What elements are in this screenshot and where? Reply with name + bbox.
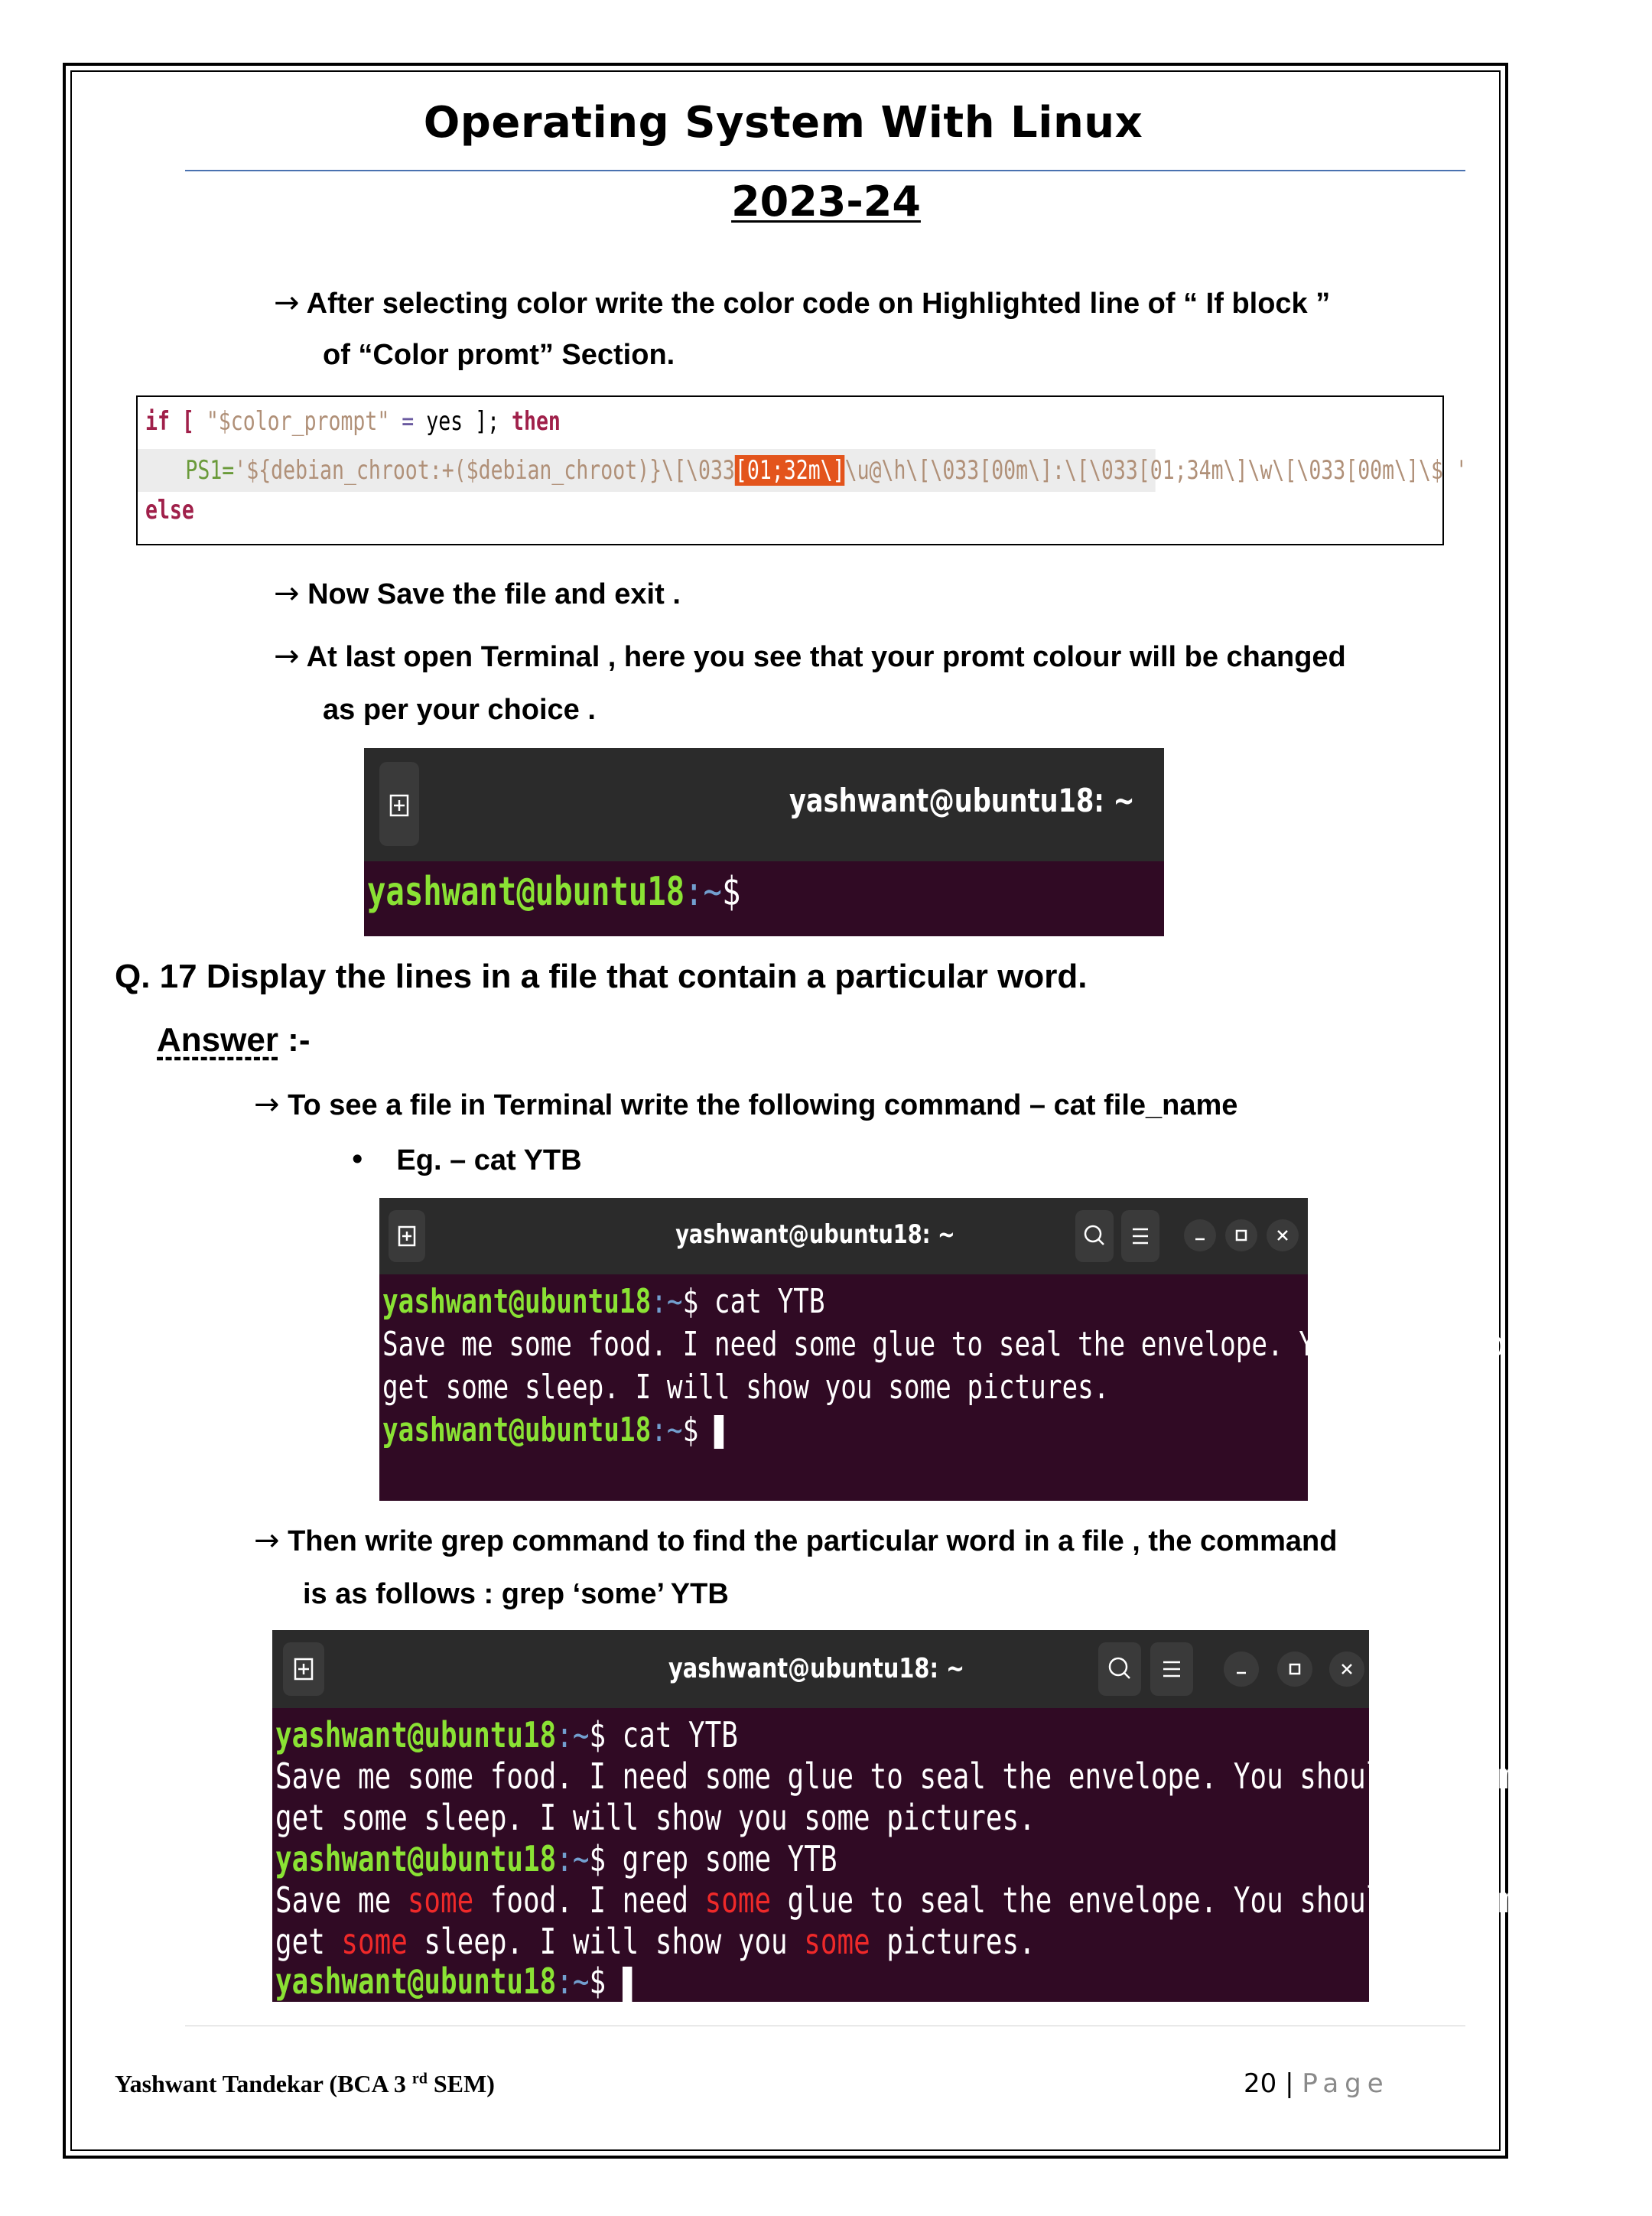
menu-button[interactable] xyxy=(1150,1642,1193,1696)
arrow-icon: → xyxy=(254,1523,280,1558)
terminal-output-line-1: Save me some food. I need some glue to seal the envelope. You should go home and xyxy=(382,1325,1647,1364)
grep-match: some xyxy=(804,1921,870,1962)
step-text: Then write grep command to find the particular word in a file , the command xyxy=(288,1525,1338,1557)
minimize-button[interactable] xyxy=(1224,1651,1259,1687)
prompt-path: :~ xyxy=(685,869,722,915)
terminal-cursor xyxy=(714,1415,724,1449)
prompt-user: yashwant@ubuntu18 xyxy=(275,1714,557,1756)
grep-text: get xyxy=(275,1921,342,1962)
grep-match: some xyxy=(341,1921,408,1962)
step-text: At last open Terminal , here you see that your promt colour will be changed xyxy=(306,641,1346,673)
step-text: Now Save the file and exit . xyxy=(307,578,681,610)
prompt-symbol: $ xyxy=(721,869,741,915)
step-select-color xyxy=(274,285,1330,322)
arrow-icon: → xyxy=(254,1087,280,1122)
search-icon xyxy=(1098,1642,1141,1696)
menu-button[interactable] xyxy=(1121,1210,1159,1262)
close-button[interactable] xyxy=(1267,1219,1299,1251)
search-button[interactable] xyxy=(1075,1210,1114,1262)
step-open-terminal xyxy=(274,638,1346,675)
terminal-line-cat xyxy=(275,1714,738,1756)
page-number xyxy=(1244,2068,1390,2099)
grep-output-line-1 xyxy=(275,1879,1597,1921)
prompt-path: :~ xyxy=(651,1411,683,1450)
document-title: Operating System With Linux xyxy=(423,98,1143,148)
new-tab-icon xyxy=(389,1210,425,1262)
close-icon xyxy=(1267,1219,1299,1251)
close-button[interactable] xyxy=(1329,1651,1364,1687)
prompt-user: yashwant@ubuntu18 xyxy=(275,1838,557,1879)
code-snippet xyxy=(136,395,1468,545)
terminal-titlebar xyxy=(364,748,1164,861)
terminal-title: yashwant@ubuntu18: ~ xyxy=(668,1653,965,1684)
footer-author xyxy=(115,2070,495,2098)
terminal-titlebar xyxy=(272,1630,1369,1708)
new-tab-button[interactable] xyxy=(283,1642,324,1696)
terminal-title: yashwant@ubuntu18: ~ xyxy=(675,1219,955,1250)
maximize-button[interactable] xyxy=(1225,1219,1257,1251)
bullet-icon: • xyxy=(349,1143,366,1176)
prompt-user: yashwant@ubuntu18 xyxy=(275,1961,557,2002)
prompt-path: :~ xyxy=(556,1714,590,1756)
grep-text: glue to seal the envelope. You should go home and xyxy=(771,1879,1598,1921)
grep-match: some xyxy=(704,1879,772,1921)
code-color-highlight: [01;32m\] xyxy=(734,455,845,486)
terminal-window-cat xyxy=(379,1198,1647,1501)
prompt-path: :~ xyxy=(556,1961,590,2002)
step-cat-command xyxy=(254,1086,1237,1124)
code-line-if xyxy=(145,406,561,437)
page-word: Page xyxy=(1302,2068,1390,2099)
terminal-output-line-2: get some sleep. I will show you some pictures. xyxy=(382,1368,1110,1407)
page-separator: | xyxy=(1276,2068,1302,2099)
sem-superscript: rd xyxy=(411,2070,428,2087)
answer-heading xyxy=(157,1021,310,1059)
terminal-title: yashwant@ubuntu18: ~ xyxy=(789,782,1135,819)
terminal-line-cmd xyxy=(382,1282,825,1321)
grep-text: food. I need xyxy=(473,1879,705,1921)
author-text: Yashwant Tandekar (BCA 3 xyxy=(115,2070,412,2097)
example-text: Eg. – cat YTB xyxy=(396,1144,582,1176)
minimize-icon xyxy=(1224,1651,1259,1687)
code-keyword-else: else xyxy=(145,495,194,526)
terminal-prompt-line xyxy=(367,869,740,915)
document-year xyxy=(0,177,1652,226)
code-line-ps1-highlighted xyxy=(138,449,1468,492)
minimize-icon xyxy=(1184,1219,1216,1251)
prompt-symbol: $ xyxy=(682,1282,699,1321)
code-operator: = xyxy=(389,406,427,437)
terminal-line-grep xyxy=(275,1838,837,1879)
maximize-button[interactable] xyxy=(1277,1651,1312,1687)
code-ps1-post: \u@\h\[\033[00m\]:\[\033[01;34m\]\w\[\033[00m\]\$ ' xyxy=(844,455,1468,486)
arrow-icon: → xyxy=(274,639,300,674)
new-tab-icon xyxy=(379,762,419,846)
terminal-output-line-2: get some sleep. I will show you some pictures. xyxy=(275,1797,1036,1838)
terminal-line-prompt xyxy=(382,1411,724,1450)
arrow-icon: → xyxy=(274,576,300,611)
terminal-line-prompt xyxy=(275,1961,632,2002)
terminal-titlebar xyxy=(379,1198,1308,1274)
prompt-path: :~ xyxy=(556,1838,590,1879)
page-number-value: 20 xyxy=(1244,2068,1277,2099)
terminal-command: cat YTB xyxy=(606,1714,738,1756)
step-grep-command xyxy=(254,1522,1337,1560)
code-line-else xyxy=(145,495,194,526)
step-save-exit xyxy=(274,575,681,613)
new-tab-button[interactable] xyxy=(389,1210,425,1262)
maximize-icon xyxy=(1277,1651,1312,1687)
title-divider xyxy=(185,170,1465,171)
terminal-window-grep xyxy=(272,1630,1598,2002)
new-tab-icon xyxy=(283,1642,324,1696)
terminal-cursor xyxy=(623,1967,632,2002)
prompt-user: yashwant@ubuntu18 xyxy=(382,1411,652,1450)
question-17: Q. 17 Display the lines in a file that contain a particular word. xyxy=(115,958,1088,995)
grep-text: sleep. I will show you xyxy=(407,1921,805,1962)
search-icon xyxy=(1075,1210,1114,1262)
grep-output-line-2 xyxy=(275,1921,1036,1962)
prompt-user: yashwant@ubuntu18 xyxy=(382,1282,652,1321)
code-ps1-pre: '${debian_chroot:+($debian_chroot)}\[\033 xyxy=(234,455,735,486)
sem-text: SEM) xyxy=(427,2070,495,2097)
minimize-button[interactable] xyxy=(1184,1219,1216,1251)
step-open-terminal-cont: as per your choice . xyxy=(323,694,596,726)
hamburger-icon xyxy=(1150,1642,1193,1696)
new-tab-button[interactable] xyxy=(379,762,419,846)
step-select-color-cont: of “Color promt” Section. xyxy=(323,339,675,371)
prompt-path: :~ xyxy=(651,1282,683,1321)
step-text: After selecting color write the color code on Highlighted line of “ If block ” xyxy=(306,288,1331,320)
answer-suffix: :- xyxy=(278,1021,311,1059)
maximize-icon xyxy=(1225,1219,1257,1251)
code-string-var: "$color_prompt" xyxy=(206,406,390,437)
prompt-user: yashwant@ubuntu18 xyxy=(367,869,685,915)
prompt-symbol: $ xyxy=(682,1411,699,1450)
grep-text: Save me xyxy=(275,1879,408,1921)
grep-match: some xyxy=(407,1879,474,1921)
prompt-symbol: $ xyxy=(589,1961,606,2002)
terminal-window-prompt xyxy=(364,748,1164,936)
code-keyword-then: then xyxy=(499,406,561,437)
arrow-icon: → xyxy=(274,285,300,321)
code-yes: yes ]; xyxy=(426,406,500,437)
step-text: To see a file in Terminal write the following command – cat file_name xyxy=(288,1089,1238,1121)
terminal-command: cat YTB xyxy=(698,1282,825,1321)
hamburger-icon xyxy=(1121,1210,1159,1262)
example-bullet xyxy=(349,1143,582,1179)
terminal-output-line-1: Save me some food. I need some glue to seal the envelope. You should go home and xyxy=(275,1756,1598,1797)
prompt-symbol: $ xyxy=(589,1838,606,1879)
prompt-symbol: $ xyxy=(589,1714,606,1756)
year-text: 2023-24 xyxy=(731,177,921,226)
code-keyword-if: if [ xyxy=(145,406,206,437)
close-icon xyxy=(1329,1651,1364,1687)
code-ps1: PS1= xyxy=(185,455,235,486)
grep-text: pictures. xyxy=(870,1921,1036,1962)
step-grep-command-cont: is as follows : grep ‘some’ YTB xyxy=(303,1578,729,1610)
search-button[interactable] xyxy=(1098,1642,1141,1696)
answer-word: Answer xyxy=(157,1021,278,1059)
terminal-command: grep some YTB xyxy=(606,1838,837,1879)
